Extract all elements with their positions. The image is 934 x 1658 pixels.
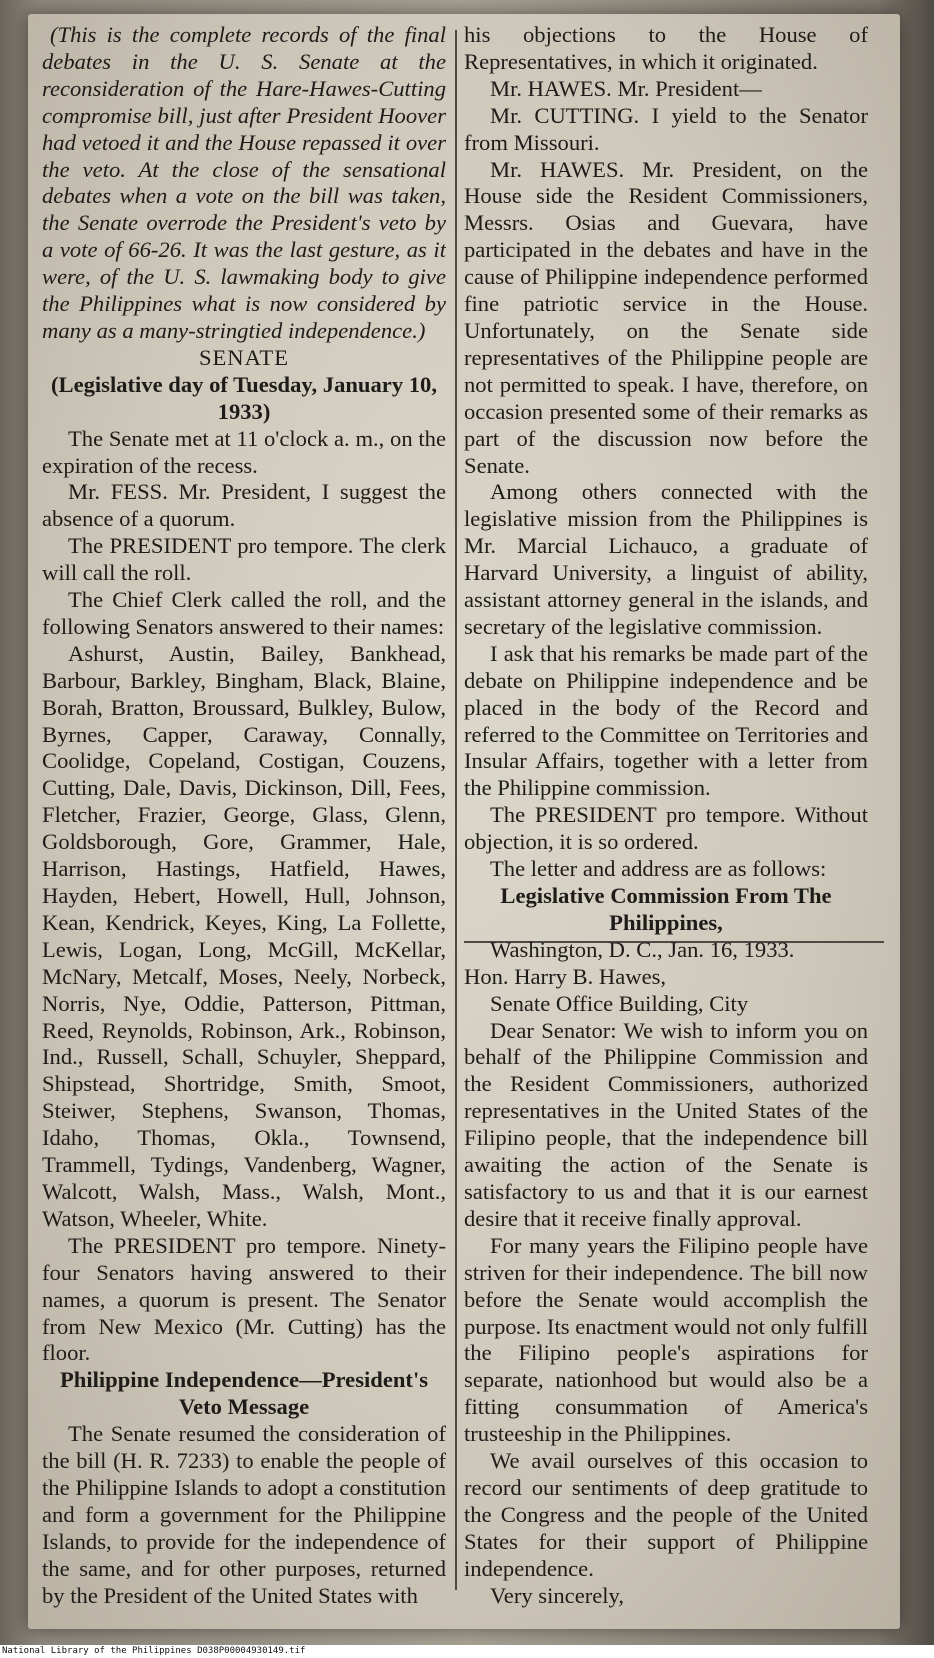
right-column [464, 22, 868, 1612]
paragraph: The letter and address are as follows: [490, 856, 827, 882]
paragraph: The PRESIDENT pro tempore. Without objection, it is so ordered. [464, 802, 868, 855]
paragraph: Mr. HAWES. Mr. President, on the House side the Resident Commissioners, Messrs. Osias and Guevara, have participated in the debates and have in the cause of Philippine independence performed fine patriotic service in the House. Unfortunately, on the Senate side representatives of the Philippine people are not permitted to speak. I have, therefore, on occasion presented some of their remarks as part of the discussion now before the Senate. [464, 156, 868, 478]
senate-heading: SENATE [198, 344, 290, 370]
paragraph: Mr. FESS. Mr. President, I suggest the absence of a quorum. [42, 479, 446, 532]
intro-note: (This is the complete records of the final debates in the U. S. Senate at the reconsideration of the Hare-Hawes-Cutting compromise bill, just after President Hoover had vetoed it and the House repassed it over the veto. At the close of the sensational debates when a vote on the bill was taken, the Senate overrode the President's veto by a vote of 66-26. It was the last gesture, as it were, of the U. S. lawmaking body to give the Philippines what is now considered by many as a many-stringtied independence.) [42, 22, 446, 343]
senator-roll-list: Ashurst, Austin, Bailey, Bankhead, Barbour, Barkley, Bingham, Black, Blaine, Borah, Bratton, Broussard, Bulkley, Bulow, Byrnes, Capper, Caraway, Connally, Coolidge, Copeland, Costigan, Couzens, Cutting, Dale, Davis, Dickinson, Dill, Fees, Fletcher, Frazier, George, Glass, Glenn, Goldsborough, Gore, Grammer, Hale, Harrison, Hastings, Hatfield, Hawes, Hayden, Hebert, Howell, Hull, Johnson, Kean, Kendrick, Keyes, King, La Follette, Lewis, Logan, Long, McGill, McKellar, McNary, Metcalf, Moses, Neely, Norbeck, Norris, Nye, Oddie, Patterson, Pittman, Reed, Reynolds, Robinson, Ark., Robinson, Ind., Russell, Schall, Schuyler, Sheppard, Shipstead, Shortridge, Smith, Smoot, Steiwer, Stephens, Swanson, Thomas, Idaho, Thomas, Okla., Townsend, Trammell, Tydings, Vandenberg, Wagner, Walcott, Walsh, Mass., Walsh, Mont., Watson, Wheeler, White. [42, 640, 446, 1231]
letter-address: Senate Office Building, City [490, 990, 749, 1016]
letter-paragraph: For many years the Filipino people have striven for their independence. The bill now before the Senate would accomplish the purpose. Its enactment would not only fulfill the Filipino people's aspirations for separate, nationhood but would also be a fitting consummation of America's trusteeship in the Philippines. [464, 1232, 868, 1447]
paragraph: Mr. CUTTING. I yield to the Senator from Missouri. [464, 102, 868, 155]
letter-paragraph: We avail ourselves of this occasion to record our sentiments of deep gratitude to the Congress and the people of the United States for their support of Philippine independence. [464, 1448, 868, 1581]
letter-heading: Legislative Commission From The Philippines, [500, 883, 832, 935]
paragraph: Among others connected with the legislative mission from the Philippines is Mr. Marcial Lichauco, a graduate of Harvard University, a linguist of ability, assistant attorney general in the islands, and secretary of the legislative commission. [464, 479, 868, 639]
left-column [42, 22, 446, 1612]
letter-dateline: Washington, D. C., Jan. 16, 1933. [490, 936, 795, 962]
paragraph: The PRESIDENT pro tempore. Ninety-four Senators having answered to their names, a quorum is present. The Senator from New Mexico (Mr. Cutting) has the floor. [42, 1232, 446, 1366]
letter-addressee: Hon. Harry B. Hawes, [464, 963, 667, 989]
paragraph: The Senate met at 11 o'clock a. m., on the expiration of the recess. [42, 425, 446, 478]
section-heading: Philippine Independence—President's Veto Message [59, 1367, 429, 1420]
paragraph: Mr. HAWES. Mr. President— [490, 75, 762, 101]
paragraph: The Senate resumed the consideration of the bill (H. R. 7233) to enable the people of the Philippine Islands to adopt a constitution and form a government for the Philippine Islands, to provide for the independence of the same, and for other purposes, returned by the President of the United States with [42, 1421, 446, 1608]
paragraph: I ask that his remarks be made part of the debate on Philippine independence and be placed in the body of the Record and referred to the Committee on Territories and Insular Affairs, together with a letter from the Philippine commission. [464, 640, 868, 801]
letter-paragraph: Dear Senator: We wish to inform you on behalf of the Philippine Commission and the Resident Commissioners, authorized representatives in the United States of the Filipino people, that the independence bill awaiting the action of the Senate is satisfactory to us and that it is our earnest desire that it receive finally approval. [464, 1017, 868, 1231]
column-divider [455, 30, 457, 1590]
paragraph: The PRESIDENT pro tempore. The clerk will call the roll. [42, 533, 446, 586]
paragraph: The Chief Clerk called the roll, and the following Senators answered to their names: [42, 587, 446, 639]
letter-signoff: Very sincerely, [490, 1582, 625, 1608]
paragraph: his objections to the House of Representatives, in which it originated. [464, 22, 868, 74]
scan-footer-caption: National Library of the Philippines D038P00004930149.tif [0, 1645, 934, 1658]
legislative-day-subheading: (Legislative day of Tuesday, January 10, 1933) [50, 371, 438, 424]
